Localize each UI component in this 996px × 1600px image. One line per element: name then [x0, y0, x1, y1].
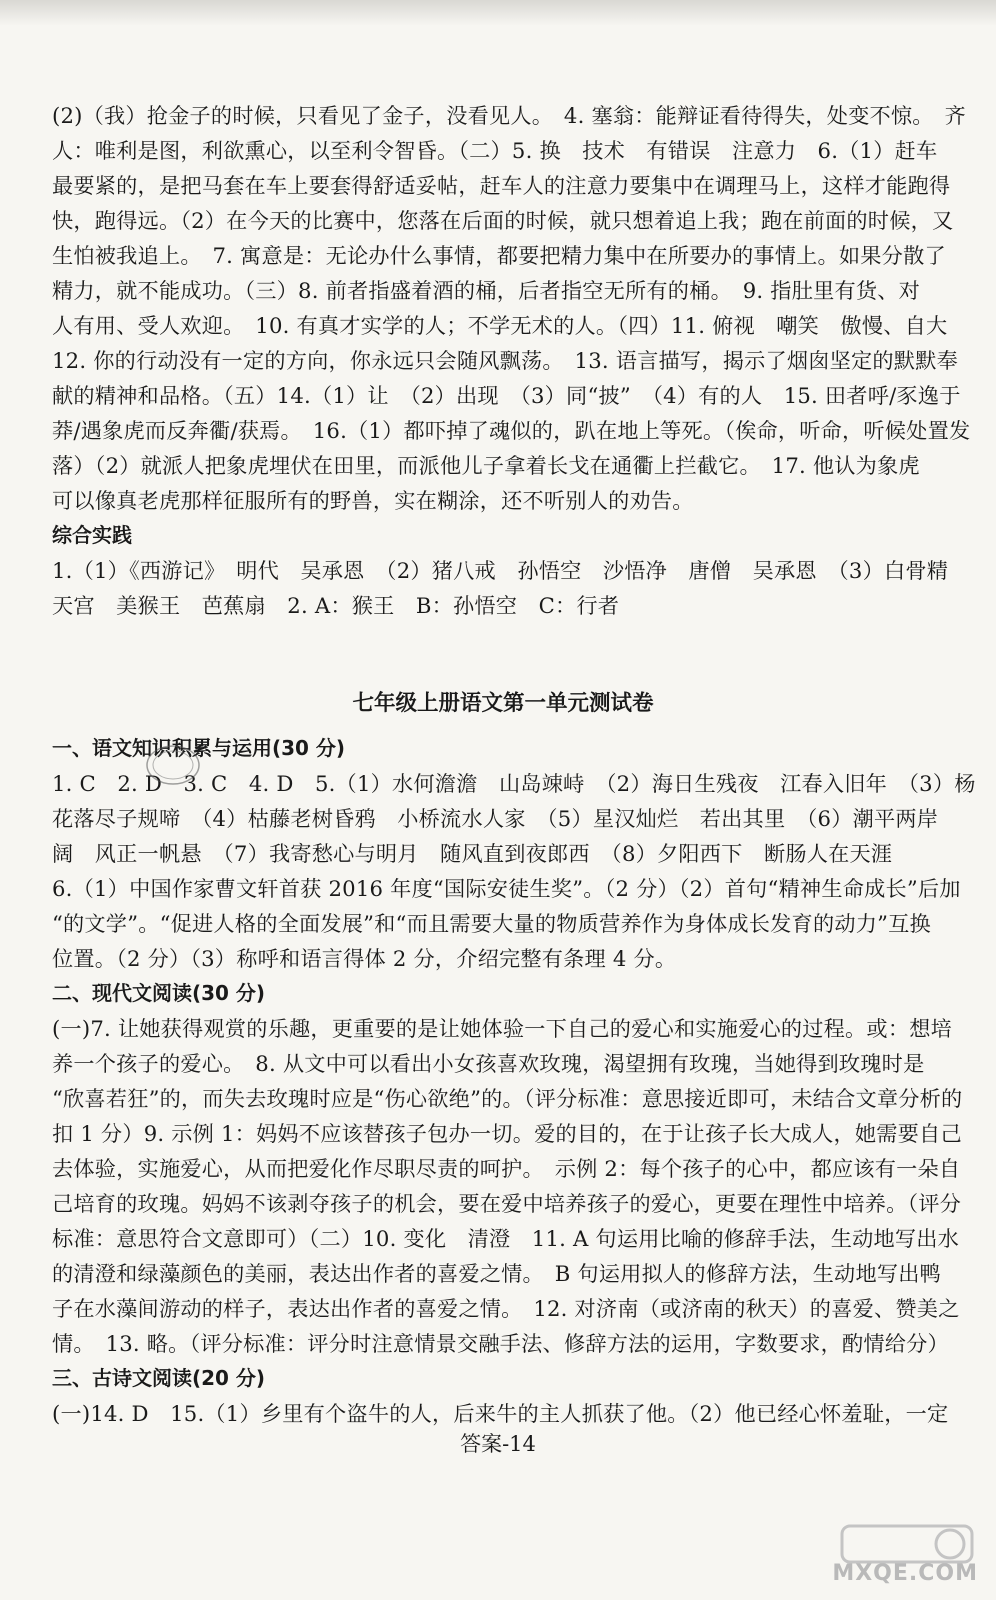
practice-answers: [52, 553, 954, 623]
answer-line: 精力，就不能成功。（三）8. 前者指盛着酒的桶，后者指空无所有的桶。 9. 指肚里有货、对: [52, 278, 921, 303]
part2-line: 情。 13. 略。（评分标准：评分时注意情景交融手法、修辞方法的运用，字数要求，酌情给分）: [52, 1331, 949, 1356]
part3-answers: [52, 1396, 954, 1431]
answer-line: 12. 你的行动没有一定的方向，你永远只会随风飘荡。 13. 语言描写，揭示了烟囱坚定的默默奉: [52, 348, 958, 373]
part1-line: 花落尽子规啼 （4）枯藤老树昏鸦 小桥流水人家 （5）星汉灿烂 若出其里 （6）潮平两岸: [52, 806, 939, 831]
test-title: 七年级上册语文第一单元测试卷: [352, 691, 654, 716]
scan-top-edge: [0, 0, 996, 26]
part2-line: (一)7. 让她获得观赏的乐趣，更重要的是让她体验一下自己的爱心和实施爱心的过程。或：想培: [52, 1016, 952, 1041]
answers-continued: [52, 98, 971, 518]
part1-line: “的文学”。“促进人格的全面发展”和“而且需要大量的物质营养作为身体成长发育的动力”互换: [52, 911, 931, 936]
section-heading-practice: 综合实践: [52, 523, 132, 547]
answer-line: 人有用、受人欢迎。 10. 有真才实学的人；不学无术的人。（四）11. 俯视 嘲笑 傲慢、自大: [52, 313, 948, 338]
part2-line: 去体验，实施爱心，从而把爱化作尽职尽责的呵护。 示例 2：每个孩子的心中，都应该有一朵自: [52, 1156, 961, 1181]
section-heading-part3: 三、古诗文阅读(20 分): [52, 1366, 266, 1390]
part2-line: 己培育的玫瑰。妈妈不该剥夺孩子的机会，要在爱中培养孩子的爱心，更要在理性中培养。（评分: [52, 1191, 962, 1216]
part1-line: 6.（1）中国作家曹文轩首获 2016 年度“国际安徒生奖”。（2 分）（2）首句“精神生命成长”后加: [52, 876, 961, 901]
part2-line: 子在水藻间游动的样子，表达出作者的喜爱之情。 12. 对济南（或济南的秋天）的喜爱、赞美之: [52, 1296, 960, 1321]
answer-line: 快，跑得远。（2）在今天的比赛中，您落在后面的时候，就只想着追上我；跑在前面的时候，又: [52, 208, 954, 233]
section-heading-part2: 二、现代文阅读(30 分): [52, 981, 266, 1005]
practice-line: 1.（1）《西游记》 明代 吴承恩 （2）猪八戒 孙悟空 沙悟净 唐僧 吴承恩 （3）白骨精: [52, 558, 949, 583]
answer-line: 生怕被我追上。 7. 寓意是：无论办什么事情，都要把精力集中在所要办的事情上。如果分散了: [52, 243, 946, 268]
answer-line: 可以像真老虎那样征服所有的野兽，实在糊涂，还不听别人的劝告。: [52, 488, 694, 513]
part2-line: 的清澄和绿藻颜色的美丽，表达出作者的喜爱之情。 B 句运用拟人的修辞方法，生动地写出鸭: [52, 1261, 941, 1286]
answer-line: 莽/遇象虎而反奔衢/获焉。 16.（1）都吓掉了魂似的，趴在地上等死。（俟命，听命，听候处置发: [52, 418, 971, 443]
answer-line: 最要紧的，是把马套在车上要套得舒适妥帖，赶车人的注意力要集中在调理马上，这样才能跑得: [52, 173, 951, 198]
part2-line: 养一个孩子的爱心。 8. 从文中可以看出小女孩喜欢玫瑰，渴望拥有玫瑰，当她得到玫瑰时是: [52, 1051, 925, 1076]
part2-line: “欣喜若狂”的，而失去玫瑰时应是“伤心欲绝”的。（评分标准：意思接近即可，未结合文章分析的: [52, 1086, 963, 1111]
stamp-icon: [144, 742, 202, 788]
answer-line: (2)（我）抢金子的时候，只看见了金子，没看见人。 4. 塞翁：能辩证看待得失，处变不惊。 齐: [52, 103, 966, 128]
part1-line: 位置。（2 分）（3）称呼和语言得体 2 分，介绍完整有条理 4 分。: [52, 946, 677, 971]
watermark-text: MXQE.COM: [832, 1561, 978, 1586]
answer-line: 落）（2）就派人把象虎埋伏在田里，而派他儿子拿着长戈在通衢上拦截它。 17. 他认为象虎: [52, 453, 920, 478]
part2-line: 标准：意思符合文意即可）（二）10. 变化 清澄 11. A 句运用比喻的修辞手法，生动地写出水: [52, 1226, 960, 1251]
part2-line: 扣 1 分）9. 示例 1：妈妈不应该替孩子包办一切。爱的目的，在于让孩子长大成人，她需要自己: [52, 1121, 962, 1146]
part1-answers: [52, 766, 976, 976]
part2-answers: [52, 1011, 963, 1361]
answer-line: 献的精神和品格。（五）14.（1）让 （2）出现 （3）同“披” （4）有的人 15. 田者呼/豕逸于: [52, 383, 961, 408]
page-number: 答案-14: [460, 1432, 536, 1456]
answer-line: 人：唯利是图，利欲熏心，以至利令智昏。（二）5. 换 技术 有错误 注意力 6.（1）赶车: [52, 138, 938, 163]
section-heading-part1: 一、语文知识积累与运用(30 分): [52, 736, 346, 760]
part1-line: 1. C 2. D 3. C 4. D 5.（1）水何澹澹 山岛竦峙 （2）海日生残夜 江春入旧年 （3）杨: [52, 771, 976, 796]
practice-line: 天宫 美猴王 芭蕉扇 2. A：猴王 B：孙悟空 C：行者: [52, 593, 620, 618]
part1-line: 阔 风正一帆悬 （7）我寄愁心与明月 随风直到夜郎西 （8）夕阳西下 断肠人在天涯: [52, 841, 893, 866]
part3-line: (一)14. D 15.（1）乡里有个盗牛的人，后来牛的主人抓获了他。（2）他已经心怀羞耻，一定: [52, 1401, 949, 1426]
